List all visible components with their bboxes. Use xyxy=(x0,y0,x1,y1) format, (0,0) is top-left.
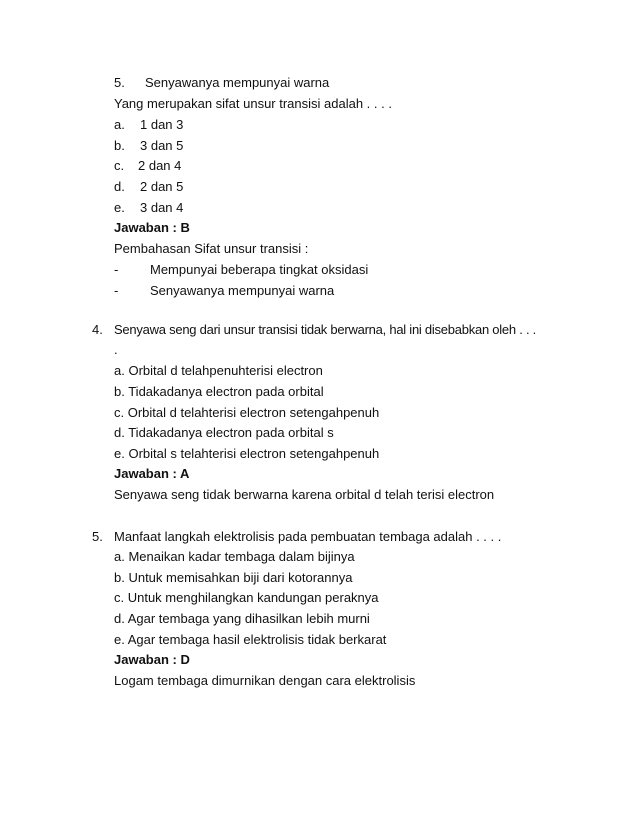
bullet-dash: - xyxy=(114,262,119,277)
explanation-point: Senyawanya mempunyai warna xyxy=(150,283,335,298)
question-text: Manfaat langkah elektrolisis pada pembuatan tembaga adalah . . . . xyxy=(114,529,502,544)
option-letter: d. xyxy=(114,179,125,194)
option-a: a. Orbital d telahpenuhterisi electron xyxy=(114,363,323,378)
explanation-title: Pembahasan Sifat unsur transisi : xyxy=(114,241,309,256)
statement-5-text: Senyawanya mempunyai warna xyxy=(145,75,330,90)
option-text: 3 dan 4 xyxy=(140,200,184,215)
option-text: 2 dan 5 xyxy=(140,179,184,194)
answer-label: Jawaban : A xyxy=(114,466,190,481)
option-letter: a. xyxy=(114,117,125,132)
option-c: c. Untuk menghilangkan kandungan peraknya xyxy=(114,590,379,605)
option-text: 3 dan 5 xyxy=(140,138,184,153)
option-a: a. Menaikan kadar tembaga dalam bijinya xyxy=(114,549,355,564)
explanation: Logam tembaga dimurnikan dengan cara elektrolisis xyxy=(114,673,416,688)
option-d: d. Agar tembaga yang dihasilkan lebih murni xyxy=(114,611,370,626)
answer-label: Jawaban : B xyxy=(114,220,190,235)
question-text-continuation: . xyxy=(114,342,118,357)
option-text: 1 dan 3 xyxy=(140,117,184,132)
option-text: 2 dan 4 xyxy=(138,158,182,173)
option-letter: b. xyxy=(114,138,125,153)
explanation: Senyawa seng tidak berwarna karena orbital d telah terisi electron xyxy=(114,487,495,502)
answer-label: Jawaban : D xyxy=(114,652,190,667)
option-e: e. Orbital s telahterisi electron setengahpenuh xyxy=(114,446,380,461)
question-number: 5. xyxy=(92,529,103,544)
option-b: b. Untuk memisahkan biji dari kotorannya xyxy=(114,570,353,585)
question-number: 4. xyxy=(92,322,103,337)
statement-5-number: 5. xyxy=(114,75,125,90)
option-d: d. Tidakadanya electron pada orbital s xyxy=(114,425,334,440)
question-text: Senyawa seng dari unsur transisi tidak berwarna, hal ini disebabkan oleh . . . xyxy=(114,322,537,337)
bullet-dash: - xyxy=(114,283,119,298)
option-e: e. Agar tembaga hasil elektrolisis tidak berkarat xyxy=(114,632,387,647)
option-c: c. Orbital d telahterisi electron setengahpenuh xyxy=(114,405,380,420)
option-letter: e. xyxy=(114,200,125,215)
option-letter: c. xyxy=(114,158,125,173)
explanation-point: Mempunyai beberapa tingkat oksidasi xyxy=(150,262,369,277)
question-prompt: Yang merupakan sifat unsur transisi adalah . . . . xyxy=(114,96,392,111)
option-b: b. Tidakadanya electron pada orbital xyxy=(114,384,324,399)
